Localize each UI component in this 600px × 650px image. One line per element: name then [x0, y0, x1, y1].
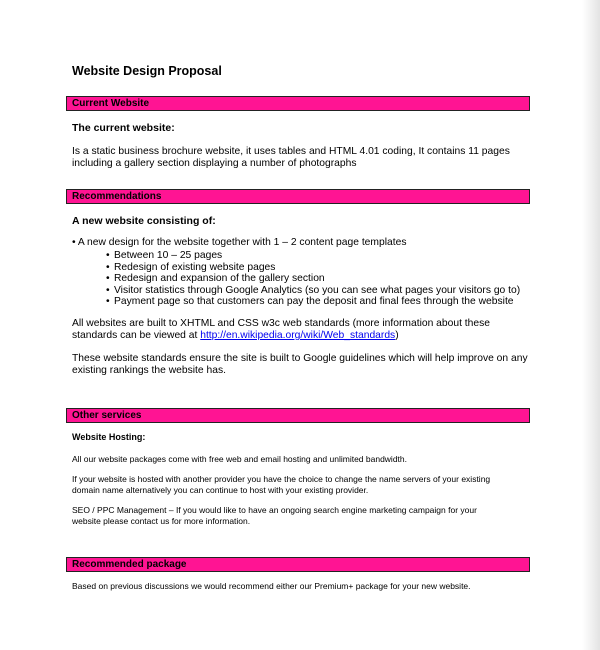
section-bar-current-website — [66, 96, 530, 111]
paragraph-text: standards can be viewed at — [72, 330, 201, 341]
section-bar-recommendations — [66, 189, 530, 204]
google-guidelines-paragraph — [72, 353, 532, 377]
paragraph-line: existing rankings the website has. — [72, 365, 226, 376]
paragraph-line: including a gallery section displaying a number of photographs — [72, 158, 357, 169]
paragraph-line — [72, 330, 532, 342]
paragraph-line: Is a static business brochure website, it uses tables and HTML 4.01 coding, It contains 11 pages — [72, 146, 510, 157]
list-item: • Between 10 – 25 pages — [106, 250, 520, 262]
list-item: • Visitor statistics through Google Analytics (so you can see what pages your visitors go to) — [106, 285, 520, 297]
seo-paragraph — [72, 505, 542, 527]
document-title: Website Design Proposal — [72, 64, 222, 78]
website-hosting-subheading: Website Hosting: — [72, 432, 146, 442]
section-heading: Other services — [72, 410, 142, 421]
sub-bullet-list — [106, 250, 520, 308]
section-heading: Recommendations — [72, 191, 162, 202]
paragraph-text: ) — [395, 330, 399, 341]
section-heading: Recommended package — [72, 559, 187, 570]
paragraph-line: All websites are built to XHTML and CSS w3c web standards (more information about these — [72, 318, 490, 329]
main-bullet-item: • A new design for the website together with 1 – 2 content page templates — [72, 237, 407, 248]
recommended-package-paragraph: Based on previous discussions we would recommend either our Premium+ package for your new website. — [72, 581, 471, 591]
current-website-subheading: The current website: — [72, 122, 175, 134]
paragraph-line: These website standards ensure the site is built to Google guidelines which will help improve on any — [72, 353, 528, 364]
list-item: • Redesign and expansion of the gallery section — [106, 273, 520, 285]
hosting-paragraph: All our website packages come with free web and email hosting and unlimited bandwidth. — [72, 454, 407, 464]
paragraph-line: If your website is hosted with another provider you have the choice to change the name servers of your existing — [72, 474, 491, 484]
recommendations-subheading: A new website consisting of: — [72, 215, 216, 227]
list-item: • Redesign of existing website pages — [106, 262, 520, 274]
list-item: • Payment page so that customers can pay the deposit and final fees through the website — [106, 296, 520, 308]
paragraph-line: SEO / PPC Management – If you would like to have an ongoing search engine marketing campaign for your — [72, 505, 477, 515]
page-edge-shadow — [582, 0, 600, 650]
section-heading: Current Website — [72, 98, 150, 109]
standards-paragraph — [72, 318, 532, 342]
paragraph-line: domain name alternatively you can continue to host with your existing provider. — [72, 485, 369, 495]
current-website-paragraph — [72, 146, 532, 170]
section-bar-recommended-package — [66, 557, 530, 572]
paragraph-line: website please contact us for more information. — [72, 516, 251, 526]
provider-paragraph — [72, 474, 542, 496]
section-bar-other-services — [66, 408, 530, 423]
web-standards-link[interactable]: http://en.wikipedia.org/wiki/Web_standards — [200, 330, 396, 341]
